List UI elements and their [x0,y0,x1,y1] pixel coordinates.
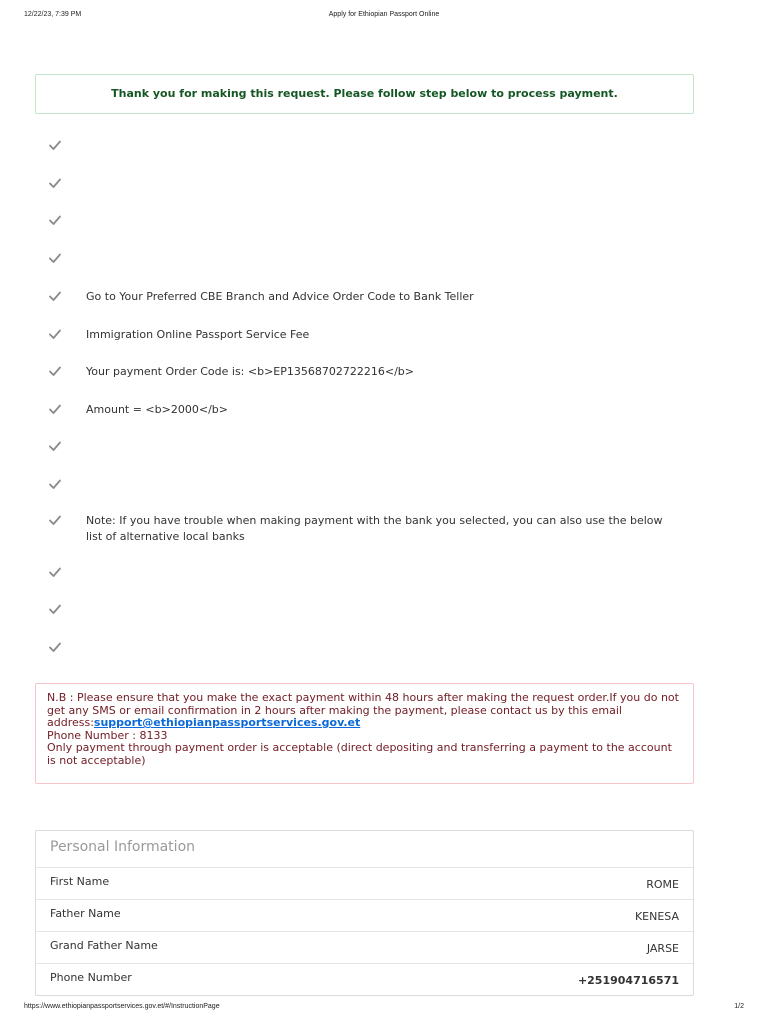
info-label: Phone Number [50,971,132,984]
payment-order-note: Only payment through payment order is acceptable (direct depositing and transferring a payment to the account is not acceptable) [47,741,672,767]
success-alert [35,74,694,114]
print-datetime: 12/22/23, 7:39 PM [24,11,82,18]
check-icon [48,364,62,378]
info-row-grand-father-name [36,932,693,964]
check-icon [48,176,62,190]
check-icon [48,138,62,152]
info-value: JARSE [646,942,679,955]
check-icon [48,602,62,616]
check-icon [48,439,62,453]
print-header [24,11,744,21]
step-text: Amount = <b>2000</b> [86,403,228,416]
step-text: Immigration Online Passport Service Fee [86,328,310,341]
info-label: First Name [50,875,110,888]
info-label: Father Name [50,907,121,920]
info-value: KENESA [634,910,679,923]
check-icon [48,213,62,227]
warning-text: N.B : Please ensure that you make the exact payment within 48 hours after making the request order.If you do not get any SMS or email confirmation in 2 hours after making the payment, please contact us by this email address: [47,691,679,729]
check-icon [48,251,62,265]
page-number: 1/2 [734,1003,744,1010]
payment-warning-alert [35,683,694,784]
info-row-father-name [36,900,693,932]
check-icon [48,640,62,654]
support-email-link[interactable]: support@ethiopianpassportservices.gov.et [93,716,361,729]
info-value: +251904716571 [577,974,679,987]
print-footer [24,1003,744,1013]
info-row-phone-number [36,964,693,996]
support-phone: Phone Number : 8133 [47,728,168,742]
card-title: Personal Information [36,831,693,868]
step-text: Your payment Order Code is: <b>EP13568702722216</b> [86,365,414,378]
check-icon [48,289,62,303]
success-message: Thank you for making this request. Please follow step below to process payment. [111,87,618,100]
step-text: Note: If you have trouble when making payment with the bank you selected, you can also use the below list of alternative local banks [86,514,663,543]
check-icon [48,327,62,341]
check-icon [48,513,62,527]
print-page-title: Apply for Ethiopian Passport Online [328,11,440,18]
check-icon [48,402,62,416]
personal-information-card [35,830,694,996]
print-url: https://www.ethiopianpassportservices.gov.et/#/InstructionPage [24,1003,220,1010]
step-text: Go to Your Preferred CBE Branch and Advice Order Code to Bank Teller [86,290,474,303]
info-value: ROME [646,878,679,891]
check-icon [48,565,62,579]
info-row-first-name [36,868,693,900]
check-icon [48,477,62,491]
info-label: Grand Father Name [50,939,158,952]
